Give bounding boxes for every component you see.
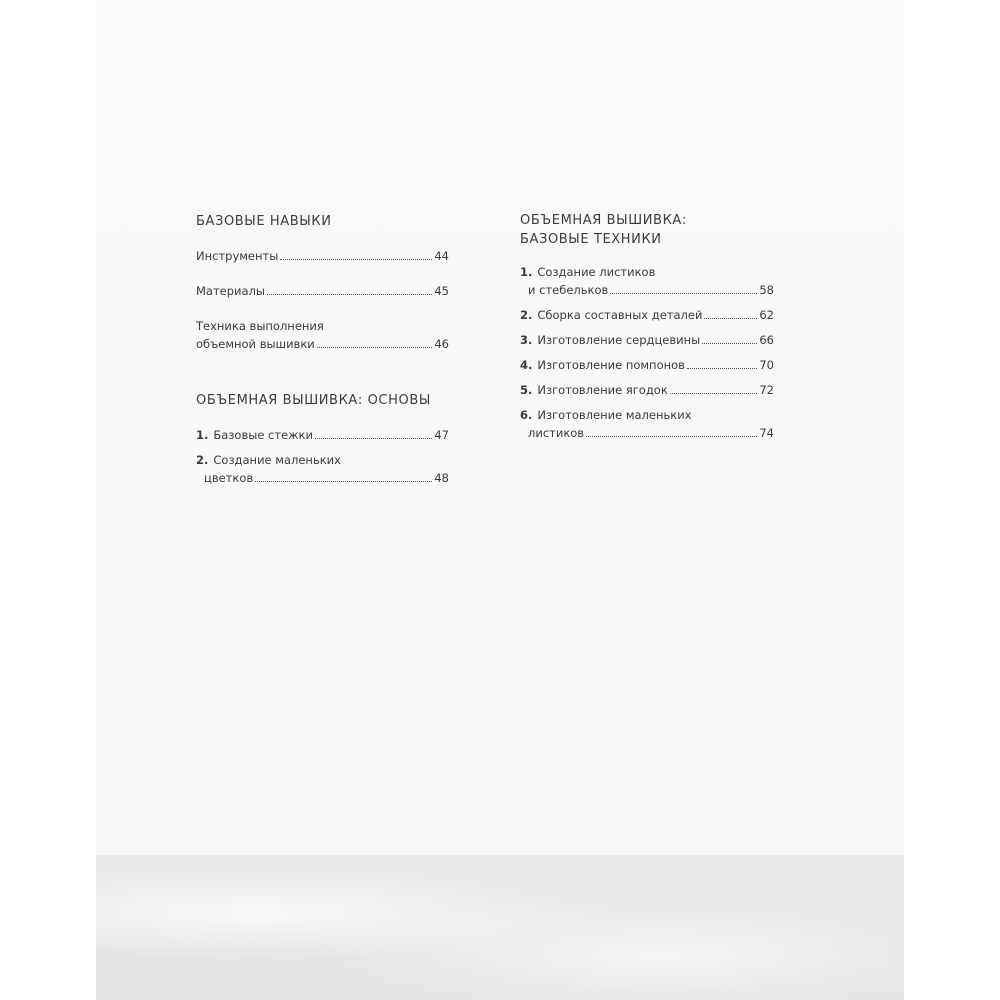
toc-entry[interactable] [520,381,774,399]
toc-entry[interactable] [196,451,449,487]
toc-page-number: 47 [434,428,449,442]
toc-entry-title-line1: Изготовление маленьких [537,408,692,422]
toc-entry-title: Материалы [196,284,265,298]
dot-leader [670,393,758,394]
toc-entry-title: Сборка составных деталей [537,308,703,322]
toc-entry-number: 1. [520,265,533,279]
toc-entry[interactable] [196,317,449,353]
toc-entry-title: Изготовление сердцевины [537,333,701,347]
dot-leader [702,343,757,344]
toc-page-number: 70 [759,358,774,372]
toc-page-number: 72 [759,383,774,397]
toc-entry-title-line2: листиков [528,426,585,440]
toc-entry-number: 6. [520,408,533,422]
toc-entry-title-line1: Создание листиков [537,265,656,279]
section-heading-line2: БАЗОВЫЕ ТЕХНИКИ [520,232,662,247]
toc-entry-title-line1: Техника выполнения [196,319,324,333]
section-heading-line1: ОБЪЕМНАЯ ВЫШИВКА: [520,213,687,228]
toc-section-basic-techniques [520,211,774,442]
marble-surface [96,855,904,1000]
toc-page-number: 62 [759,308,774,322]
toc-section-basic-skills [196,212,449,353]
dot-leader [586,436,757,437]
toc-left-column [196,212,449,487]
toc-entry[interactable] [196,426,449,444]
toc-entry-number: 3. [520,333,533,347]
dot-leader [317,347,433,348]
toc-entry-number: 1. [196,428,209,442]
toc-page-number: 44 [434,249,449,263]
toc-right-column [520,211,774,442]
toc-entry[interactable] [196,282,449,300]
dot-leader [255,481,432,482]
section-heading: ОБЪЕМНАЯ ВЫШИВКА: ОСНОВЫ [196,393,431,408]
dot-leader [610,293,757,294]
toc-entry-title-line2: объемной вышивки [196,337,315,351]
toc-page-number: 46 [434,337,449,351]
dot-leader [267,294,432,295]
toc-entry-title-line1: Создание маленьких [213,453,341,467]
toc-entry[interactable] [196,247,449,265]
toc-entry[interactable] [520,406,774,442]
toc-entry-number: 2. [520,308,533,322]
dot-leader [280,259,432,260]
section-heading: БАЗОВЫЕ НАВЫКИ [196,214,332,229]
toc-section-embroidery-basics [196,391,449,487]
toc-entry-title: Инструменты [196,249,279,263]
toc-entry-title: Изготовление ягодок [537,383,668,397]
toc-entry-title: Базовые стежки [213,428,313,442]
toc-entry-title-line2: цветков [204,471,254,485]
toc-entry[interactable] [520,356,774,374]
toc-entry-number: 5. [520,383,533,397]
toc-page-number: 66 [759,333,774,347]
toc-entry-number: 4. [520,358,533,372]
toc-page-number: 58 [759,283,774,297]
toc-page-number: 74 [759,426,774,440]
toc-entry[interactable] [520,331,774,349]
toc-entry-title: Изготовление помпонов [537,358,685,372]
toc-entry-number: 2. [196,453,209,467]
toc-page-number: 48 [434,471,449,485]
toc-entry[interactable] [520,306,774,324]
book-page [96,0,904,1000]
dot-leader [704,318,757,319]
toc-entry-title-line2: и стебельков [528,283,609,297]
dot-leader [687,368,757,369]
dot-leader [315,438,432,439]
toc-page-number: 45 [434,284,449,298]
toc-entry[interactable] [520,263,774,299]
